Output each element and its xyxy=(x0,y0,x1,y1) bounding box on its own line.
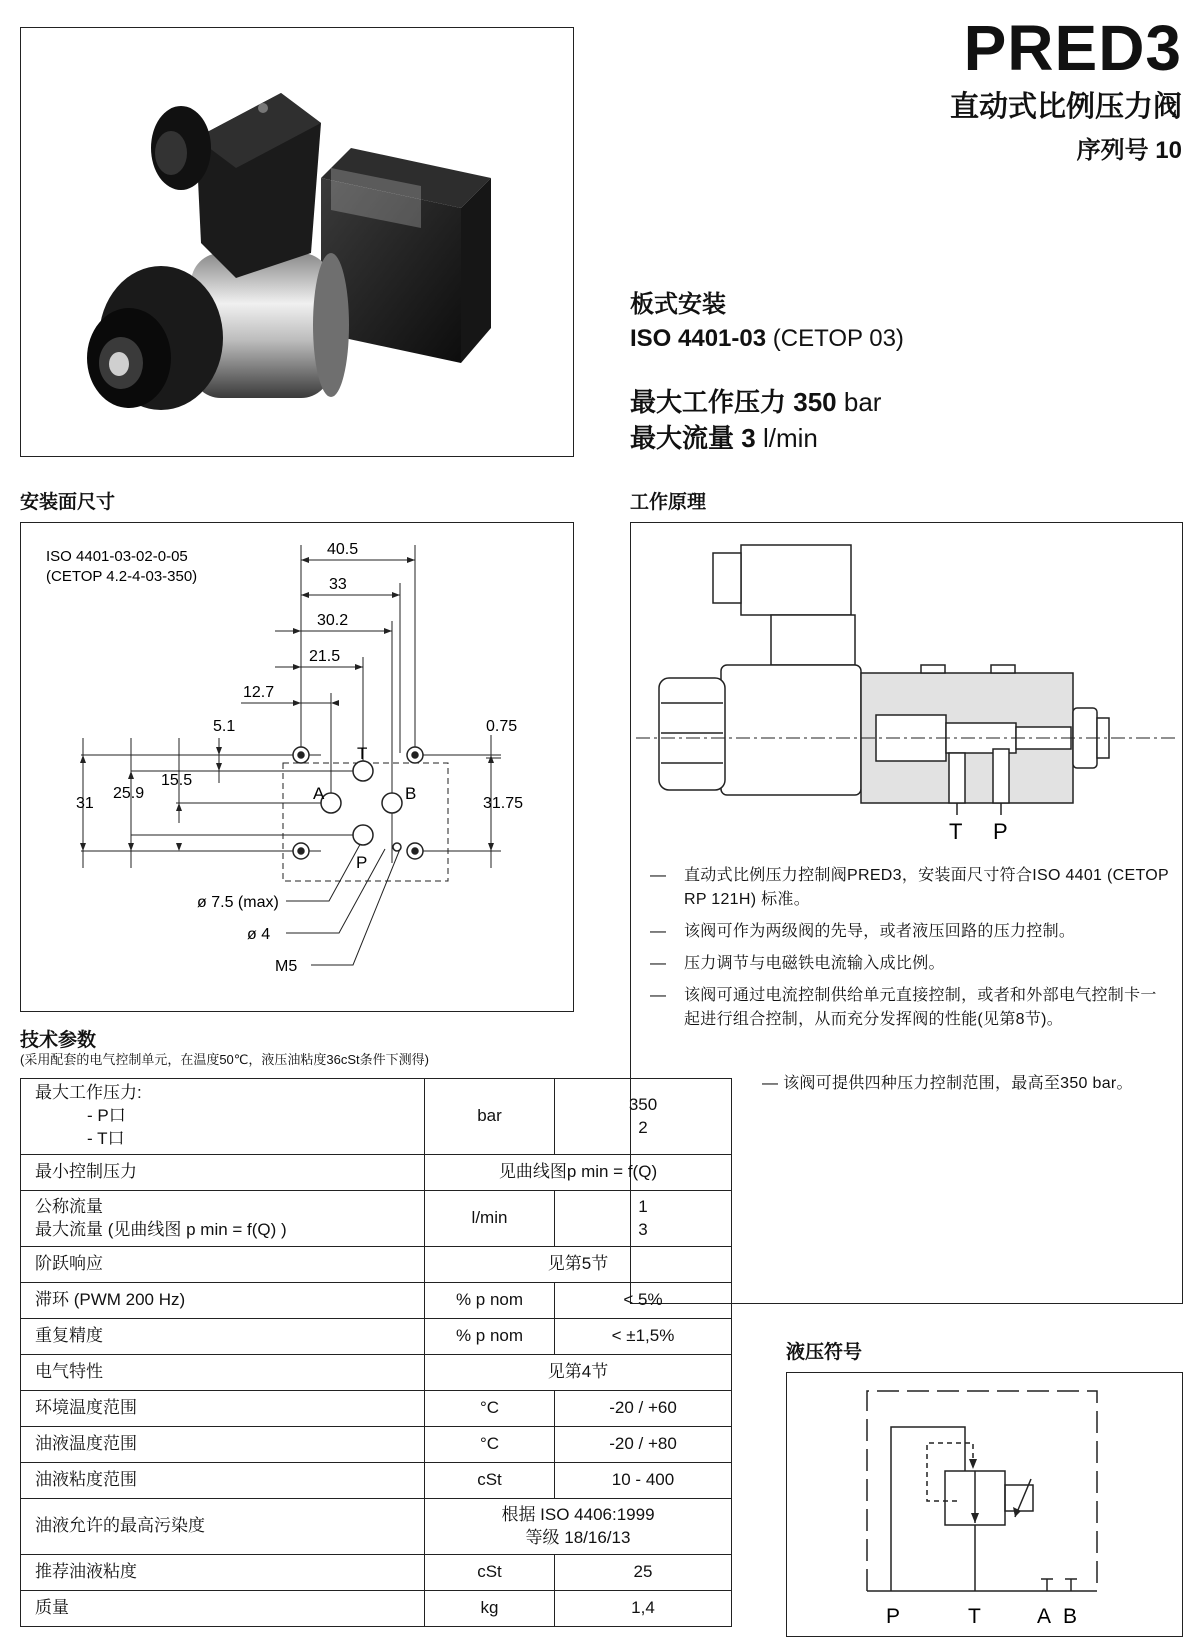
table-row xyxy=(21,1427,732,1463)
model-description: 直动式比例压力阀 xyxy=(949,91,1182,123)
row-value: -20 / +60 xyxy=(555,1391,732,1427)
row-unit: l/min xyxy=(425,1191,555,1247)
row-unit: cSt xyxy=(425,1555,555,1591)
port-P-label: P xyxy=(356,853,368,872)
product-photo xyxy=(20,27,574,457)
section-working-principle: 工作原理 xyxy=(630,492,707,513)
row-label xyxy=(21,1191,425,1247)
max-flow-row-value: 3 xyxy=(638,1219,648,1239)
max-pressure-p-value: 350 xyxy=(628,1094,658,1114)
row-value: < ±1,5% xyxy=(555,1319,732,1355)
dim-40-5: 40.5 xyxy=(327,541,359,558)
row-label: 推荐油液粘度 xyxy=(21,1555,425,1591)
series-number: 序列号 10 xyxy=(1076,137,1182,164)
table-row xyxy=(21,1191,732,1247)
section-mounting-surface: 安装面尺寸 xyxy=(20,492,116,513)
row-value xyxy=(555,1079,732,1155)
dim-15-5: 15.5 xyxy=(161,772,193,789)
row-label: 油液温度范围 xyxy=(21,1427,425,1463)
row-label: 重复精度 xyxy=(21,1319,425,1355)
max-flow-label: 最大流量 xyxy=(630,423,735,454)
principle-list xyxy=(650,864,1170,1040)
callout-m5: M5 xyxy=(275,958,298,975)
callout-dia-7-5: ø 7.5 (max) xyxy=(197,894,279,911)
symbol-port-A: A xyxy=(1037,1605,1052,1628)
row-label: 油液粘度范围 xyxy=(21,1463,425,1499)
dash: — xyxy=(650,867,667,884)
table-row xyxy=(21,1355,732,1391)
principle-text-2: 压力调节与电磁铁电流输入成比例。 xyxy=(684,955,945,972)
table-row xyxy=(21,1591,732,1627)
max-flow-row-label: 最大流量 (见曲线图 p min = f(Q) ) xyxy=(35,1219,287,1239)
row-label: 电气特性 xyxy=(21,1355,425,1391)
max-pressure-value: 350 xyxy=(793,387,837,417)
max-pressure-row-label: 最大工作压力: xyxy=(35,1083,142,1103)
contamination-standard: 根据 ISO 4406:1999 xyxy=(501,1504,655,1524)
principle-item xyxy=(650,952,1170,976)
row-unit: bar xyxy=(425,1079,555,1155)
row-unit: cSt xyxy=(425,1463,555,1499)
dim-0-75: 0.75 xyxy=(486,718,518,735)
contamination-class: 等级 18/16/13 xyxy=(525,1527,631,1547)
table-row xyxy=(21,1555,732,1591)
section-hydraulic-symbol: 液压符号 xyxy=(786,1342,863,1363)
row-label: 质量 xyxy=(21,1591,425,1627)
dash: — xyxy=(650,987,667,1004)
row-label: 阶跃响应 xyxy=(21,1247,425,1283)
dash: — xyxy=(650,923,667,940)
mounting-standard xyxy=(630,322,904,356)
row-label: 最小控制压力 xyxy=(21,1155,425,1191)
callout-dia-4: ø 4 xyxy=(247,926,271,943)
row-value: < 5% xyxy=(555,1283,732,1319)
row-value: 见第5节 xyxy=(425,1247,732,1283)
dash: — xyxy=(762,1075,779,1092)
table-row xyxy=(21,1247,732,1283)
principle-item xyxy=(762,1072,1167,1096)
principle-text-4: 该阀可提供四种压力控制范围，最高至350 bar。 xyxy=(783,1075,1133,1092)
mounting-std-rest: (CETOP 03) xyxy=(772,324,904,352)
table-row xyxy=(21,1079,732,1155)
principle-text-0: 直动式比例压力控制阀PRED3，安装面尺寸符合ISO 4401 (CETOP RP 121H) 标准。 xyxy=(684,867,1169,908)
principle-item xyxy=(650,920,1170,944)
max-pressure-unit: bar xyxy=(843,387,882,417)
principle-list-extra xyxy=(762,1072,1167,1104)
port-T-label: T xyxy=(357,744,368,763)
max-pressure-t-label: - T口 xyxy=(87,1128,125,1148)
row-label: 油液允许的最高污染度 xyxy=(21,1499,425,1555)
hydraulic-symbol-panel xyxy=(786,1372,1183,1637)
mounting-surface-panel xyxy=(20,522,574,1012)
max-flow xyxy=(630,420,881,456)
mounting-surface-drawing xyxy=(21,523,572,1010)
port-B-label: B xyxy=(405,784,417,803)
mounting-spec xyxy=(630,288,904,355)
dim-21-5: 21.5 xyxy=(309,648,341,665)
section-tech-params: 技术参数 xyxy=(20,1030,97,1051)
valve-photo-illustration xyxy=(21,28,572,455)
table-row xyxy=(21,1499,732,1555)
tech-params-table xyxy=(20,1078,732,1627)
mounting-label: 板式安装 xyxy=(630,291,726,318)
row-value xyxy=(555,1191,732,1247)
principle-item xyxy=(650,984,1170,1032)
dim-30-2: 30.2 xyxy=(317,612,349,629)
symbol-port-P: P xyxy=(886,1605,901,1628)
dash: — xyxy=(650,955,667,972)
dim-5-1: 5.1 xyxy=(213,718,236,735)
row-value: 10 - 400 xyxy=(555,1463,732,1499)
max-pressure-label: 最大工作压力 xyxy=(630,387,787,417)
table-row xyxy=(21,1391,732,1427)
row-label xyxy=(21,1079,425,1155)
mount-std-1: ISO 4401-03-02-0-05 xyxy=(46,548,188,565)
symbol-port-B: B xyxy=(1063,1605,1078,1628)
row-value: 见曲线图p min = f(Q) xyxy=(425,1155,732,1191)
tech-params-note: (采用配套的电气控制单元，在温度50℃，液压油粘度36cSt条件下测得) xyxy=(20,1052,429,1067)
principle-text-3: 该阀可通过电流控制供给单元直接控制，或者和外部电气控制卡一起进行组合控制，从而充分发挥阀的性能(见第8节)。 xyxy=(684,987,1157,1028)
principle-port-T: T xyxy=(949,819,963,844)
dim-25-9: 25.9 xyxy=(113,785,145,802)
pressure-flow-spec xyxy=(630,384,881,457)
row-value: 1,4 xyxy=(555,1591,732,1627)
symbol-port-T: T xyxy=(968,1605,981,1628)
hydraulic-symbol-drawing xyxy=(787,1373,1181,1635)
row-unit: °C xyxy=(425,1391,555,1427)
table-row xyxy=(21,1283,732,1319)
row-value: 见第4节 xyxy=(425,1355,732,1391)
row-label: 滞环 (PWM 200 Hz) xyxy=(21,1283,425,1319)
row-value: -20 / +80 xyxy=(555,1427,732,1463)
max-pressure xyxy=(630,384,881,420)
max-flow-unit: l/min xyxy=(762,423,818,454)
table-row xyxy=(21,1155,732,1191)
dim-31: 31 xyxy=(76,795,94,812)
principle-port-P: P xyxy=(993,819,1008,844)
row-unit: kg xyxy=(425,1591,555,1627)
model-title: PRED3 xyxy=(963,12,1182,84)
max-pressure-t-value: 2 xyxy=(638,1117,648,1137)
row-value xyxy=(425,1499,732,1555)
mounting-std-bold: ISO 4401-03 xyxy=(630,324,767,352)
row-unit: °C xyxy=(425,1427,555,1463)
dim-12-7: 12.7 xyxy=(243,684,275,701)
nominal-flow-value: 1 xyxy=(638,1196,648,1216)
dim-33: 33 xyxy=(329,576,347,593)
table-row xyxy=(21,1319,732,1355)
dim-31-75: 31.75 xyxy=(483,795,524,812)
row-unit: % p nom xyxy=(425,1319,555,1355)
max-pressure-p-label: - P口 xyxy=(87,1106,126,1126)
nominal-flow-label: 公称流量 xyxy=(35,1196,103,1216)
max-flow-value: 3 xyxy=(741,423,756,454)
port-A-label: A xyxy=(313,784,325,803)
row-value: 25 xyxy=(555,1555,732,1591)
principle-item xyxy=(650,864,1170,912)
row-label: 环境温度范围 xyxy=(21,1391,425,1427)
mount-std-2: (CETOP 4.2-4-03-350) xyxy=(46,568,198,585)
principle-text-1: 该阀可作为两级阀的先导，或者液压回路的压力控制。 xyxy=(684,923,1076,940)
row-unit: % p nom xyxy=(425,1283,555,1319)
table-row xyxy=(21,1463,732,1499)
valve-section-drawing xyxy=(631,523,1181,853)
